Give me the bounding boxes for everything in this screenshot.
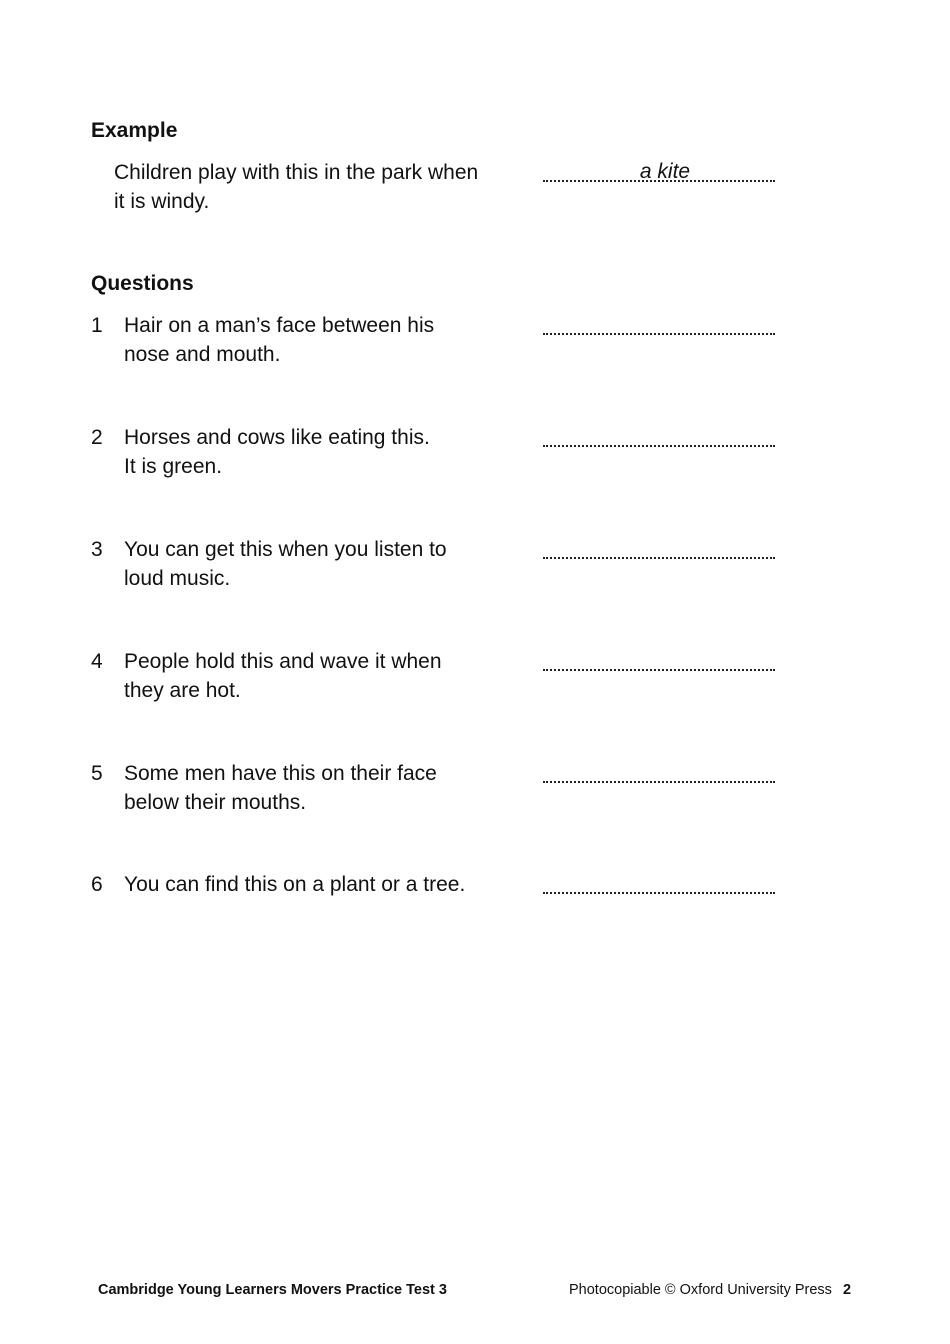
question-2-text bbox=[124, 423, 524, 481]
question-3-number: 3 bbox=[91, 538, 103, 561]
question-5-line-1: Some men have this on their face bbox=[124, 762, 437, 785]
question-3-line-1: You can get this when you listen to bbox=[124, 538, 447, 561]
question-3-line-2: loud music. bbox=[124, 567, 231, 590]
question-4-line-1: People hold this and wave it when bbox=[124, 650, 442, 673]
example-prompt-line-1: Children play with this in the park when bbox=[114, 161, 479, 184]
footer-copyright: Photocopiable © Oxford University Press bbox=[569, 1282, 832, 1298]
question-1-number: 1 bbox=[91, 314, 103, 337]
question-4-number: 4 bbox=[91, 650, 103, 673]
question-2-line-2: It is green. bbox=[124, 455, 223, 478]
question-1-text bbox=[124, 311, 524, 369]
questions-heading: Questions bbox=[91, 272, 194, 295]
question-4-text bbox=[124, 647, 524, 705]
question-2-line-1: Horses and cows like eating this. bbox=[124, 426, 430, 449]
question-1-line-2: nose and mouth. bbox=[124, 343, 281, 366]
question-4-answer-line[interactable] bbox=[543, 669, 775, 671]
question-6-answer-line[interactable] bbox=[543, 892, 775, 894]
example-prompt-line-2: it is windy. bbox=[114, 190, 210, 213]
question-6-number: 6 bbox=[91, 873, 103, 896]
question-4-line-2: they are hot. bbox=[124, 679, 241, 702]
example-prompt bbox=[114, 158, 514, 216]
footer-test-title: Cambridge Young Learners Movers Practice Test 3 bbox=[98, 1282, 447, 1298]
page-number: 2 bbox=[843, 1282, 852, 1298]
question-6-text bbox=[124, 870, 534, 899]
question-6-line-1: You can find this on a plant or a tree. bbox=[124, 873, 466, 896]
question-1-answer-line[interactable] bbox=[543, 333, 775, 335]
question-2-number: 2 bbox=[91, 426, 103, 449]
example-answer: a kite bbox=[639, 160, 691, 183]
question-5-text bbox=[124, 759, 524, 817]
example-answer-line bbox=[543, 180, 775, 182]
question-3-text bbox=[124, 535, 524, 593]
question-5-number: 5 bbox=[91, 762, 103, 785]
question-5-line-2: below their mouths. bbox=[124, 791, 307, 814]
question-5-answer-line[interactable] bbox=[543, 781, 775, 783]
question-3-answer-line[interactable] bbox=[543, 557, 775, 559]
question-1-line-1: Hair on a man’s face between his bbox=[124, 314, 435, 337]
question-2-answer-line[interactable] bbox=[543, 445, 775, 447]
example-heading: Example bbox=[91, 119, 178, 142]
